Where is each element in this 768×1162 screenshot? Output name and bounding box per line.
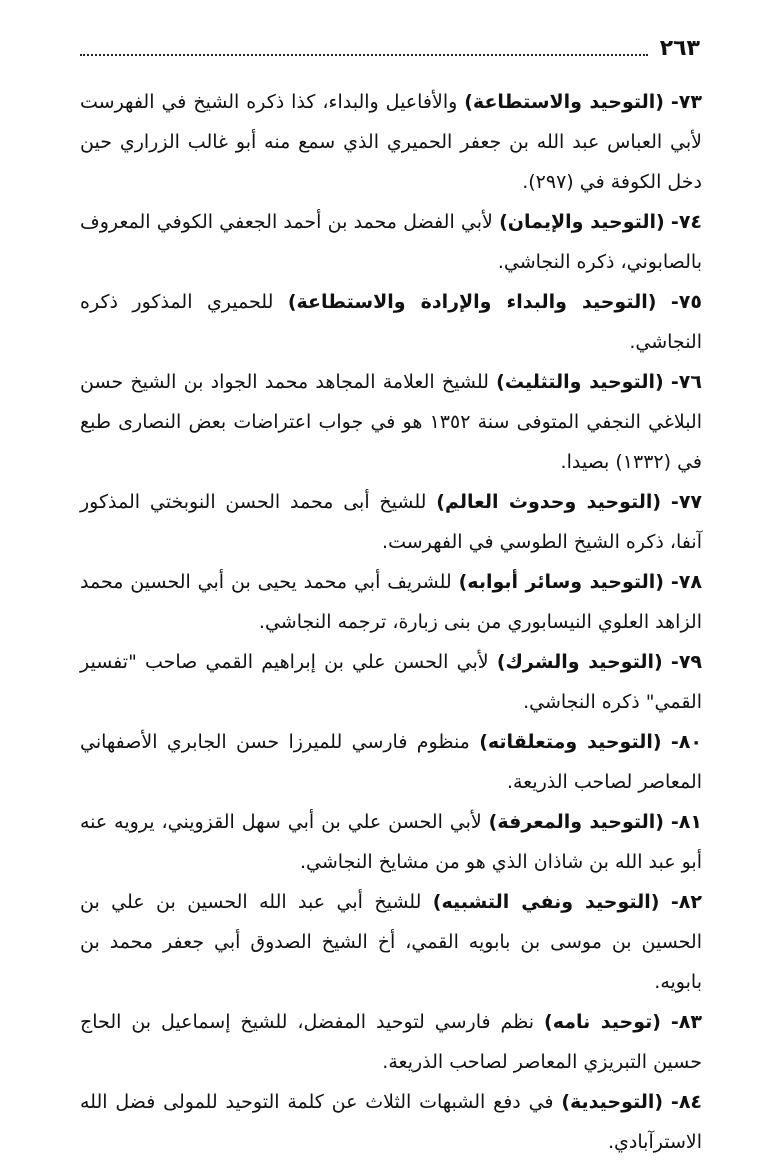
entry-text: للشيخ العلامة المجاهد محمد الجواد بن الشيخ حسن البلاغي النجفي المتوفى سنة ١٣٥٢ هو في جواب اعتراضات بعض النصارى طبع في (١٣٣٢) بصيدا.	[80, 371, 702, 473]
entry-title: (التوحيدية)	[561, 1091, 664, 1113]
entry-number: ٧٧-	[670, 491, 703, 513]
entry-number: ٨٢-	[670, 891, 702, 913]
entry-81	[80, 802, 702, 882]
entry-84	[80, 1082, 702, 1162]
entry-title: (التوحيد ونفي التشبيه)	[432, 891, 660, 913]
entry-79	[80, 642, 702, 722]
entry-title: (التوحيد والإيمان)	[499, 211, 665, 233]
entry-number: ٧٥-	[670, 291, 702, 313]
entry-number: ٧٩-	[670, 651, 703, 673]
entry-title: (التوحيد والتثليث)	[496, 371, 664, 393]
entry-text: لأبي الحسن علي بن أبي سهل القزويني، يرويه عنه أبو عبد الله بن شاذان الذي هو من مشايخ النجاشي.	[80, 811, 702, 873]
entry-83	[80, 1002, 702, 1082]
entry-number: ٨٤-	[670, 1091, 703, 1113]
entry-75	[80, 282, 702, 362]
page-header	[80, 30, 700, 60]
entry-text: منظوم فارسي للميرزا حسن الجابري الأصفهاني المعاصر لصاحب الذريعة.	[80, 731, 702, 793]
entry-title: (التوحيد وسائر أبوابه)	[458, 571, 664, 593]
entry-text: لأبي الحسن علي بن إبراهيم القمي صاحب "تفسير القمي" ذكره النجاشي.	[80, 651, 702, 713]
entry-title: (توحيد نامه)	[544, 1011, 661, 1033]
entry-number: ٧٦-	[670, 371, 702, 393]
entry-74	[80, 202, 702, 282]
entry-text: للشريف أبي محمد يحيى بن أبي الحسين محمد الزاهد العلوي النيسابوري من بنى زبارة، ترجمه النجاشي.	[80, 571, 702, 633]
entry-text: للشيخ أبي عبد الله الحسين بن علي بن الحسين بن موسى بن بابويه القمي، أخ الشيخ الصدوق أبي جعفر محمد بن بابويه.	[80, 891, 702, 993]
entry-text: والأفاعيل والبداء، كذا ذكره الشيخ في الفهرست لأبي العباس عبد الله بن جعفر الحميري الذي سمع منه أبو غالب الزراري حين دخل الكوفة في (٢٩٧).	[80, 91, 702, 193]
page-number: ٢٦٣	[659, 36, 700, 61]
entry-text: لأبي الفضل محمد بن أحمد الجعفي الكوفي المعروف بالصابوني، ذكره النجاشي.	[80, 211, 702, 273]
entry-76	[80, 362, 702, 482]
entry-80	[80, 722, 702, 802]
entry-number: ٧٨-	[670, 571, 702, 593]
entry-title: (التوحيد والمعرفة)	[488, 811, 664, 833]
entry-82	[80, 882, 702, 1002]
entry-73	[80, 82, 702, 202]
entry-title: (التوحيد وحدوث العالم)	[436, 491, 662, 513]
entry-78	[80, 562, 702, 642]
entry-title: (التوحيد ومتعلقاته)	[479, 731, 662, 753]
entry-number: ٨٣-	[670, 1011, 702, 1033]
entry-title: (التوحيد والشرك)	[496, 651, 663, 673]
entry-number: ٧٣-	[670, 91, 702, 113]
entry-text: للحميري المذكور ذكره النجاشي.	[80, 291, 702, 353]
dotted-leader	[80, 54, 648, 56]
entries-list	[80, 82, 702, 1162]
entry-number: ٨٠-	[670, 731, 702, 753]
entry-number: ٧٤-	[670, 211, 703, 233]
entry-text: نظم فارسي لتوحيد المفضل، للشيخ إسماعيل بن الحاج حسين التبريزي المعاصر لصاحب الذريعة.	[80, 1011, 702, 1073]
entry-77	[80, 482, 702, 562]
entry-number: ٨١-	[670, 811, 702, 833]
entry-text: للشيخ أبى محمد الحسن النوبختي المذكور آنفا، ذكره الشيخ الطوسي في الفهرست.	[80, 491, 702, 553]
entry-text: في دفع الشبهات الثلاث عن كلمة التوحيد للمولى فضل الله الاسترآبادي.	[80, 1091, 702, 1153]
entry-title: (التوحيد والبداء والإرادة والاستطاعة)	[287, 291, 657, 313]
entry-title: (التوحيد والاستطاعة)	[464, 91, 664, 113]
